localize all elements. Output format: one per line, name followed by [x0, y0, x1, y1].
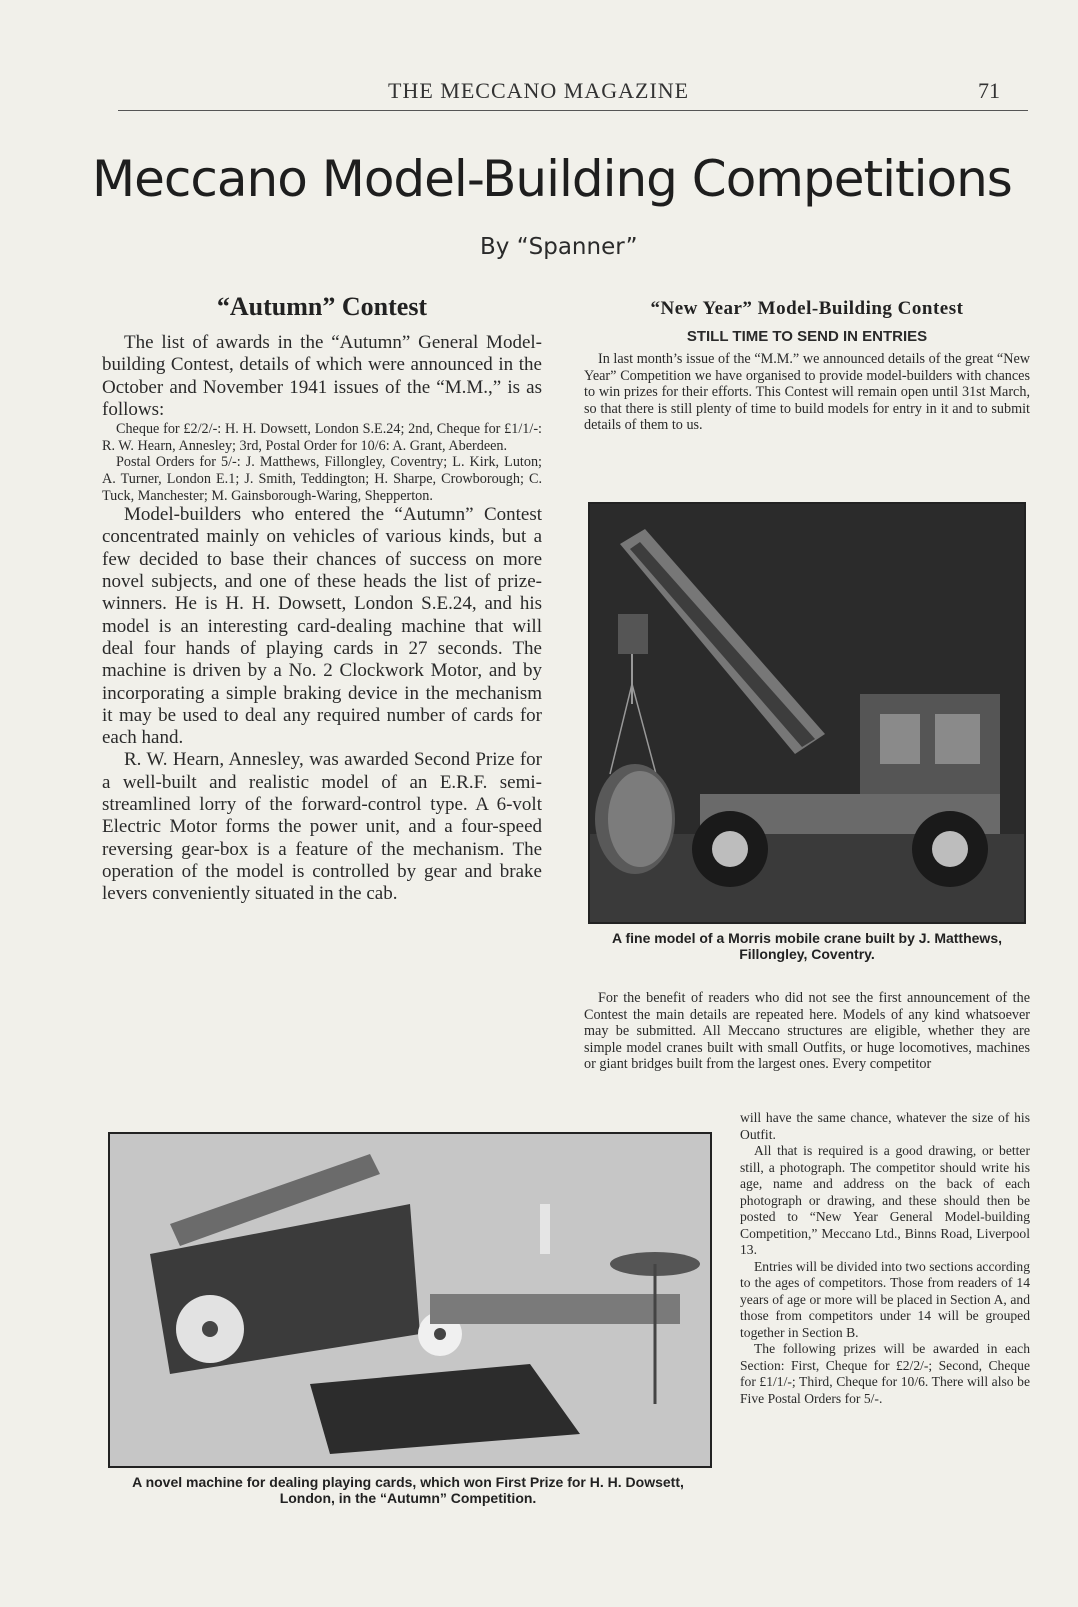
new-year-paragraph-3: All that is required is a good drawing, or better still, a photograph. The competitor should write his age, name and address on the back of each photograph or drawing, and these should then be posted to “New Year General Model-building Competition,” Meccano Ltd., Binns Road, Liverpool 13.: [740, 1143, 1030, 1257]
crane-image: [590, 504, 1024, 922]
new-year-details: [584, 990, 1030, 1073]
autumn-awards-2: Postal Orders for 5/-: J. Matthews, Fillongley, Coventry; L. Kirk, Luton; A. Turner, London E.1; J. Smith, Teddington; H. Sharpe, Crowborough; C. Tuck, Manchester; M. Gainsborough-Waring, Shepperton.: [102, 454, 542, 504]
autumn-heading: “Autumn” Contest: [216, 292, 428, 321]
crane-photo: [588, 502, 1026, 924]
crane-caption: A fine model of a Morris mobile crane built by J. Matthews, Fillongley, Coventry.: [612, 930, 1002, 962]
autumn-paragraph-2: R. W. Hearn, Annesley, was awarded Second Prize for a well-built and realistic model of an E.R.F. semi-streamlined lorry of the forward-control type. A 6-volt Electric Motor forms the power unit, and a four-speed reversing gear-box is a feature of the mechanism. The operation of the model is controlled by gear and brake levers conveniently situated in the cab.: [102, 749, 542, 905]
new-year-column: [584, 298, 1030, 434]
card-machine-image: [110, 1134, 710, 1466]
running-head: THE MECCANO MAGAZINE: [388, 78, 690, 103]
new-year-paragraph-2-cont: will have the same chance, whatever the size of his Outfit.: [740, 1110, 1030, 1142]
byline: By “Spanner”: [480, 234, 638, 260]
new-year-paragraph-5: The following prizes will be awarded in each Section: First, Cheque for £2/2/-; Second, Cheque for £1/1/-; Third, Cheque for 10/6. There will also be Five Postal Orders for 5/-.: [740, 1341, 1030, 1406]
new-year-heading: “New Year” Model-Building Contest: [650, 298, 964, 319]
header-rule: [118, 110, 1028, 111]
page-number: 71: [978, 78, 1000, 103]
card-machine-photo: [108, 1132, 712, 1468]
new-year-paragraph-4: Entries will be divided into two sections according to the ages of competitors. Those from readers of 14 years of age or more will be placed in Section A, and those from competitors under 14 will be grouped together in Section B.: [740, 1258, 1030, 1340]
autumn-awards-1: Cheque for £2/2/-: H. H. Dowsett, London S.E.24; 2nd, Cheque for £1/1/-: R. W. Hearn, Annesley; 3rd, Postal Order for 10/6: A. Grant, Aberdeen.: [102, 421, 542, 454]
new-year-paragraph-1: In last month’s issue of the “M.M.” we announced details of the great “New Year” Competition we have organised to provide model-builders with chances to win prizes for their efforts. This Contest will remain open until 31st March, so that there is still plenty of time to build models for entry in it and to submit details of them to us.: [584, 351, 1030, 434]
new-year-narrow-column: [740, 1110, 1030, 1407]
page-title: Meccano Model-Building Competitions: [92, 150, 1012, 208]
card-machine-caption: A novel machine for dealing playing cards, which won First Prize for H. H. Dowsett, London, in the “Autumn” Competition.: [132, 1474, 684, 1506]
autumn-intro: The list of awards in the “Autumn” General Model-building Contest, details of which were announced in the October and November 1941 issues of the “M.M.,” is as follows:: [102, 332, 542, 420]
autumn-paragraph-1: Model-builders who entered the “Autumn” Contest concentrated mainly on vehicles of various kinds, but a few decided to base their chances of success on more novel subjects, and one of these heads the list of prize-winners. He is H. H. Dowsett, London S.E.24, and his model is an interesting card-dealing machine that will deal four hands of playing cards in 27 seconds. The machine is driven by a No. 2 Clockwork Motor, and by incorporating a simple braking device in the mechanism it may be used to deal any required number of cards for each hand.: [102, 504, 542, 749]
new-year-paragraph-2: For the benefit of readers who did not see the first announcement of the Contest the main details are repeated here. Models of any kind whatsoever may be submitted. All Meccano structures are eligible, whether they are simple model cranes built with small Outfits, or huge locomotives, machines or giant bridges built from the largest ones. Every competitor: [584, 990, 1030, 1073]
autumn-contest-column: [102, 292, 542, 906]
new-year-subheading: STILL TIME TO SEND IN ENTRIES: [686, 328, 928, 345]
